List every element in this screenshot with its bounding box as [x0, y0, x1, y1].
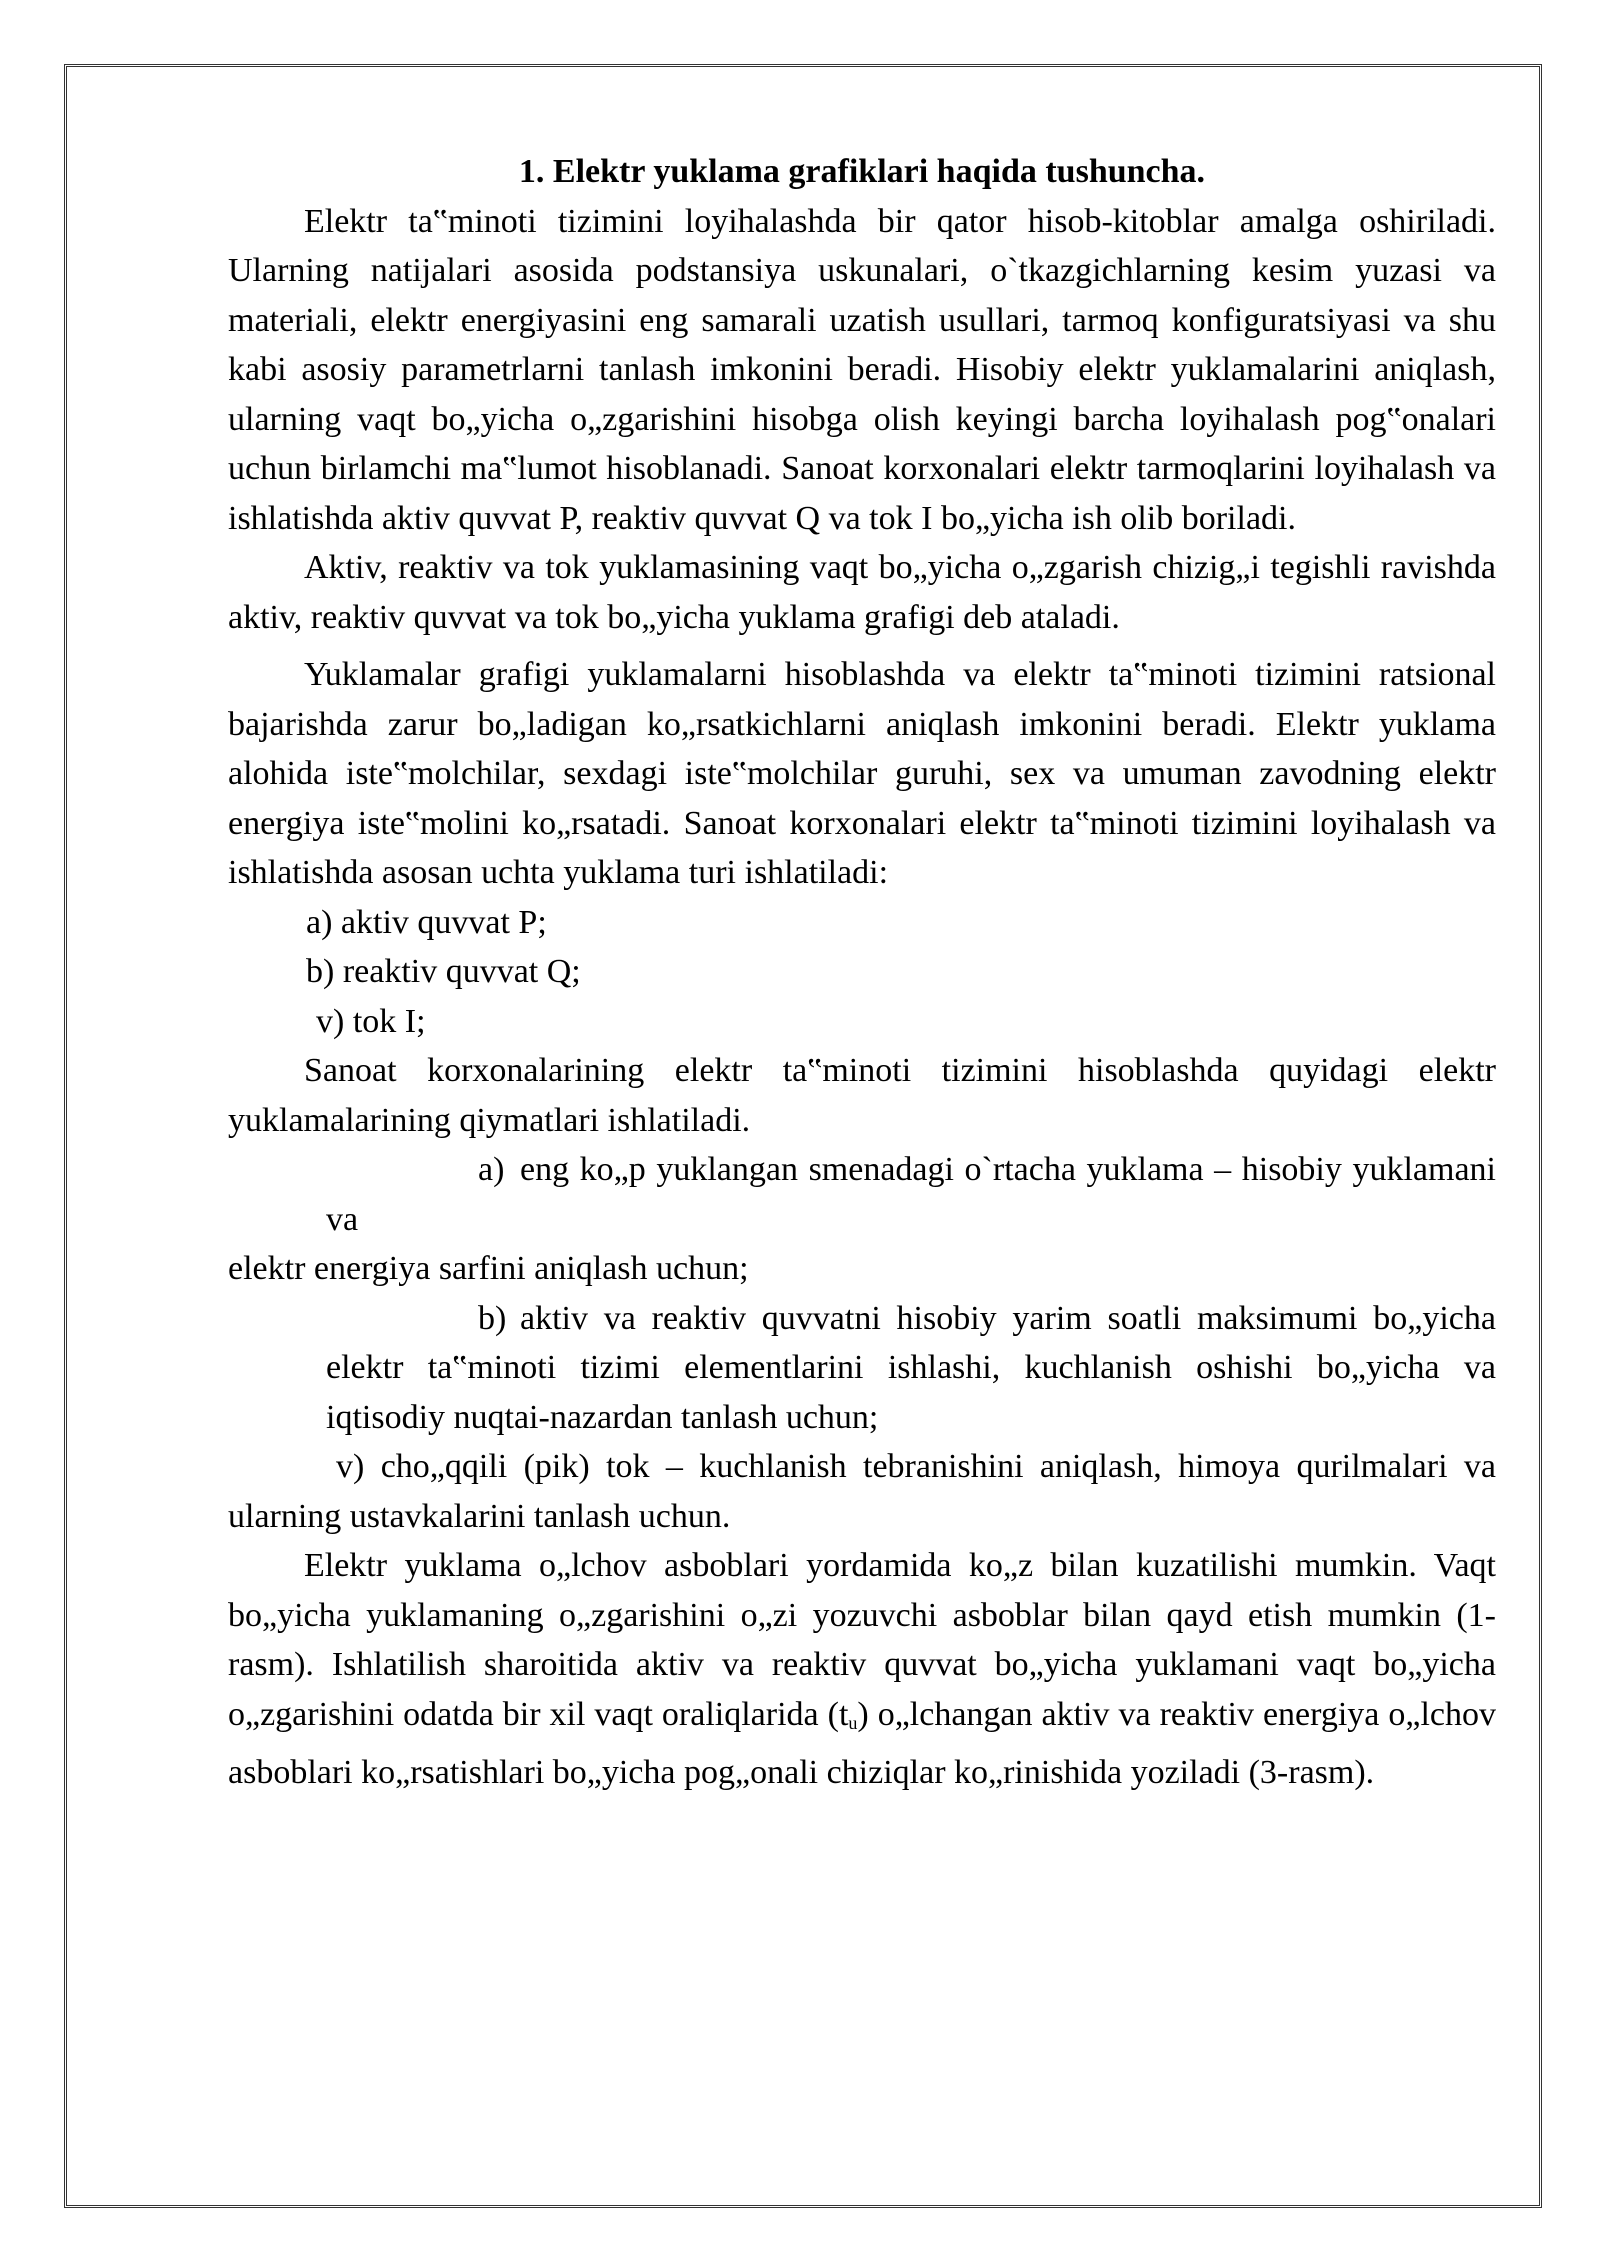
list-item-average-load-tail: elektr energiya sarfini aniqlash uchun; — [228, 1250, 749, 1287]
paragraph-definition: Aktiv, reaktiv va tok yuklamasining vaqt bo„yicha o„zgarish chizig„i tegishli ravishda aktiv, reaktiv quvvat va tok bo„yicha yuklama grafigi deb ataladi. — [228, 549, 1496, 636]
list-item-peak-current: v) cho„qqili (pik) tok – kuchlanish tebranishini aniqlash, himoya qurilmalari va ularning ustavkalarini tanlash uchun. — [228, 1448, 1496, 1535]
list-label-a: a) — [478, 1151, 505, 1188]
paragraph-measurement — [228, 1541, 1496, 1798]
paragraph-measurement-part-2: ) o„lchangan aktiv va reaktiv energiya o„lchov asboblari ko„rsatishlari bo„yicha pog„onali chiziqlar ko„rinishida yoziladi (3-rasm). — [228, 1695, 1496, 1791]
list-item-reactive-power: b) reaktiv quvvat Q; — [306, 953, 581, 990]
list-item-active-power: a) aktiv quvvat P; — [306, 903, 547, 941]
list-label-b: b) — [478, 1299, 507, 1337]
list-text-b: aktiv va reaktiv quvvatni hisobiy yarim soatli maksimumi bo„yicha elektr ta‟minoti tizimi elementlarini ishlashi, kuchlanish oshishi bo„yicha va iqtisodiy nuqtai-nazardan tanlash uchun; — [326, 1299, 1496, 1436]
document-body — [228, 147, 1496, 1798]
paragraph-load-values: Sanoat korxonalarining elektr ta‟minoti tizimini hisoblashda quyidagi elektr yuklamalarining qiymatlari ishlatiladi. — [228, 1052, 1496, 1139]
paragraph-intro: Elektr ta‟minoti tizimini loyihalashda bir qator hisob-kitoblar amalga oshiriladi. Ularning natijalari asosida podstansiya uskunalari, o`tkazgichlarning kesim yuzasi va materiali, elektr energiyasini eng samarali uzatish usullari, tarmoq konfiguratsiyasi va shu kabi asosiy parametrlarni tanlash imkonini beradi. Hisobiy elektr yuklamalarini aniqlash, ularning vaqt bo„yicha o„zgarishini hisobga olish keyingi barcha loyihalash pog‟onalari uchun birlamchi ma‟lumot hisoblanadi. Sanoat korxonalari elektr tarmoqlarini loyihalash va ishlatishda aktiv quvvat P, reaktiv quvvat Q va tok I bo„yicha ish olib boriladi. — [228, 202, 1496, 537]
list-text-a: eng ko„p yuklangan smenadagi o`rtacha yuklama – hisobiy yuklamani va — [326, 1151, 1496, 1238]
subscript-u: u — [848, 1712, 858, 1733]
section-title: 1. Elektr yuklama grafiklari haqida tushuncha. — [518, 153, 1206, 190]
paragraph-load-graphs: Yuklamalar grafigi yuklamalarni hisoblashda va elektr ta‟minoti tizimini ratsional bajarishda zarur bo„ladigan ko„rsatkichlarni aniqlash imkonini beradi. Elektr yuklama alohida iste‟molchilar, sexdagi iste‟molchilar guruhi, sex va umuman zavodning elektr energiya iste‟molini ko„rsatadi. Sanoat korxonalari elektr ta‟minoti tizimini loyihalash va ishlatishda asosan uchta yuklama turi ishlatiladi: — [228, 656, 1496, 891]
list-item-half-hour-maximum — [228, 1294, 1496, 1443]
list-item-current: v) tok I; — [316, 1002, 426, 1040]
paragraph-measurement-part-1: Elektr yuklama o„lchov asboblari yordamida ko„z bilan kuzatilishi mumkin. Vaqt bo„yicha yuklamaning o„zgarishini o„zi yozuvchi asboblar bilan qayd etish mumkin (1-rasm). Ishlatilish sharoitida aktiv va reaktiv quvvat bo„yicha yuklamani vaqt bo„yicha o„zgarishini odatda bir xil vaqt oraliqlarida (t — [228, 1547, 1496, 1733]
list-item-average-load — [228, 1145, 1496, 1244]
